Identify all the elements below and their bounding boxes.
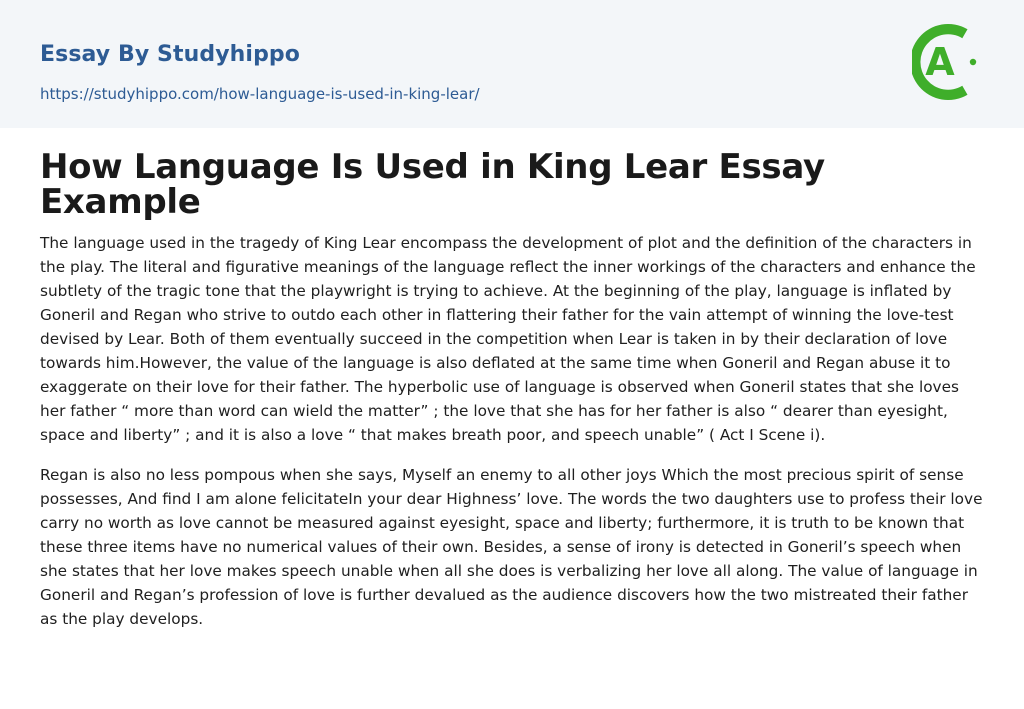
source-url-link[interactable]: https://studyhippo.com/how-language-is-used-in-king-lear/ — [40, 85, 480, 103]
page-header — [0, 0, 1024, 128]
logo-letter: A — [925, 40, 955, 84]
article-paragraph: Regan is also no less pompous when she says, Myself an enemy to all other joys Which the most precious spirit of sense possesses, And find I am alone felicitateIn your dear Highness’ love. The words the two daughters use to profess their love carry no worth as love cannot be measured against eyesight, space and liberty; furthermore, it is truth to be known that these three items have no numerical values of their own. Besides, a sense of irony is detected in Goneril’s speech when she states that her love makes speech unable when all she does is verbalizing her love all along. The value of language in Goneril and Regan’s profession of love is further devalued as the audience discovers how the two mistreated their father as the play develops. — [40, 466, 983, 628]
site-title[interactable]: Essay By Studyhippo — [40, 42, 300, 67]
article — [40, 147, 984, 631]
studyhippo-logo-icon[interactable] — [912, 19, 986, 105]
page-title: How Language Is Used in King Lear Essay Example — [40, 147, 825, 222]
article-paragraph: The language used in the tragedy of King Lear encompass the development of plot and the definition of the characters in the play. The literal and figurative meanings of the language reflect the inner workings of the characters and enhance the subtlety of the tragic tone that the playwright is trying to achieve. At the beginning of the play, language is inflated by Goneril and Regan who strive to outdo each other in flattering their father for the vain attempt of winning the love-test devised by Lear. Both of them eventually succeed in the competition when Lear is taken in by their declaration of love towards him.However, the value of the language is also deflated at the same time when Goneril and Regan abuse it to exaggerate on their love for their father. The hyperbolic use of language is observed when Goneril states that she loves her father “ more than word can wield the matter” ; the love that she has for her father is also “ dearer than eyesight, space and liberty” ; and it is also a love “ that makes breath poor, and speech unable” ( Act I Scene i). — [40, 234, 976, 444]
